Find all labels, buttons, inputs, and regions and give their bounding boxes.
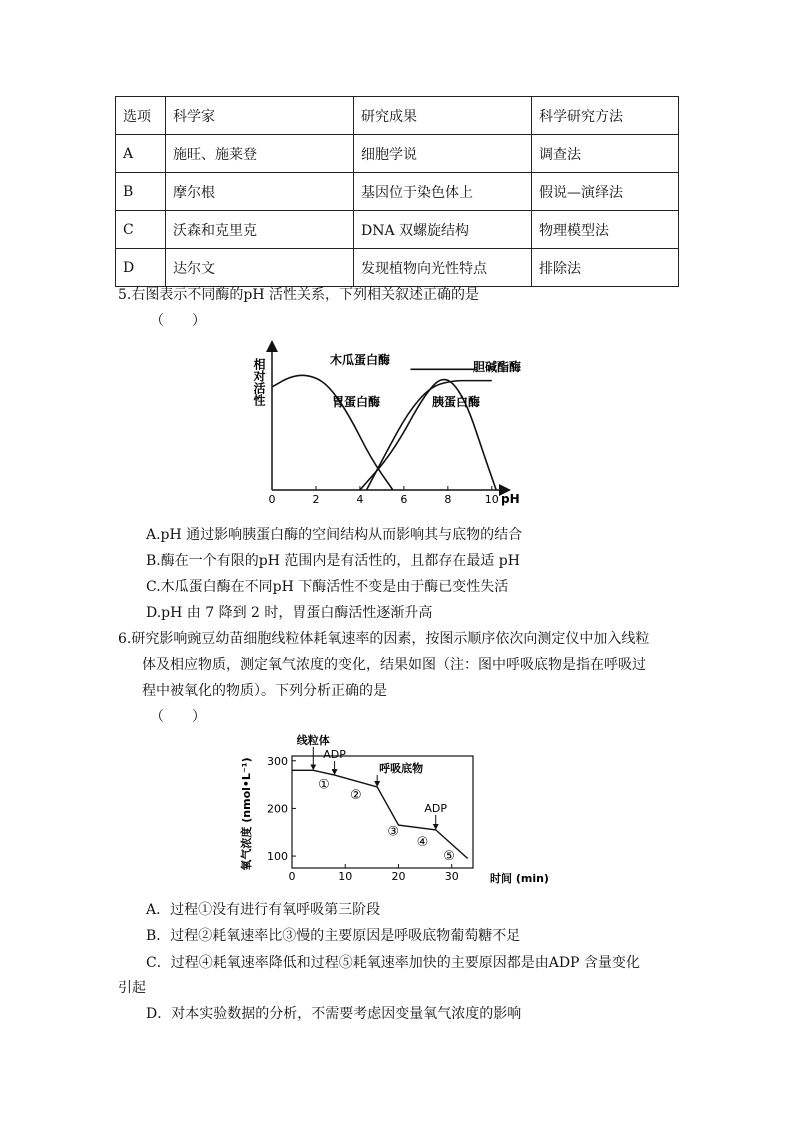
x-tick-label: 2 <box>312 493 320 506</box>
q6-answer-paren: （ ） <box>150 709 206 725</box>
stage-marker: ③ <box>387 824 399 840</box>
label-trypsin: 胰蛋白酶 <box>432 395 481 409</box>
x-tick-label: 8 <box>444 493 452 506</box>
x-tick-label: 20 <box>391 870 406 883</box>
header-cell: 科学研究方法 <box>532 97 679 135</box>
label-cholinesterase: 胆碱酯酶 <box>473 360 522 374</box>
table-cell: 调查法 <box>532 135 679 173</box>
header-cell: 科学家 <box>166 97 354 135</box>
y-axis-label: 氧气浓度 (nmol•L⁻¹) <box>240 757 253 871</box>
table-cell: 施旺、施莱登 <box>166 135 354 173</box>
q6-option-b: B．过程②耗氧速率比③慢的主要原因是呼吸底物葡萄糖不足 <box>146 928 521 944</box>
q6-stem-line2: 体及相应物质，测定氧气浓度的变化，结果如图（注：图中呼吸底物是指在呼吸过 <box>142 657 646 673</box>
annotation-label: ADP <box>424 802 448 815</box>
x-tick-label: 0 <box>268 493 276 506</box>
q6-stem-line1: 6.研究影响豌豆幼苗细胞线粒体耗氧速率的因素，按图示顺序依次向测定仪中加入线粒 <box>118 631 650 647</box>
table-row <box>116 135 679 173</box>
header-cell: 研究成果 <box>354 97 532 135</box>
x-tick-label: 6 <box>400 493 408 506</box>
table-row <box>116 211 679 249</box>
y-axis-label: 相对活性 <box>252 358 266 406</box>
q6-option-c-line1: C．过程④耗氧速率降低和过程⑤耗氧速率加快的主要原因都是由ADP 含量变化 <box>146 955 640 971</box>
table-cell: DNA 双螺旋结构 <box>354 211 532 249</box>
table-cell: 物理模型法 <box>532 211 679 249</box>
table-cell: 基因位于染色体上 <box>354 173 532 211</box>
stage-marker: ② <box>350 788 362 804</box>
label-pepsin: 胃蛋白酶 <box>332 395 381 409</box>
q6-option-d: D．对本实验数据的分析，不需要考虑因变量氧气浓度的影响 <box>146 1006 522 1022</box>
table-cell: 排除法 <box>532 249 679 287</box>
table-cell: 沃森和克里克 <box>166 211 354 249</box>
table-cell: B <box>116 173 166 211</box>
q5-answer-paren: （ ） <box>150 313 206 329</box>
table-cell: D <box>116 249 166 287</box>
table-row <box>116 249 679 287</box>
x-tick-label: 0 <box>288 870 296 883</box>
header-cell: 选项 <box>116 97 166 135</box>
q5-option-b: B.酶在一个有限的pH 范围内是有活性的，且都存在最适 pH <box>146 553 520 569</box>
y-tick-label: 200 <box>267 802 288 816</box>
q6-stem-line3: 程中被氧化的物质）。下列分析正确的是 <box>142 683 387 699</box>
table-row <box>116 173 679 211</box>
q5-option-a: A.pH 通过影响胰蛋白酶的空间结构从而影响其与底物的结合 <box>146 527 523 543</box>
enzyme-ph-chart <box>252 340 535 512</box>
q5-option-d: D.pH 由 7 降到 2 时，胃蛋白酶活性逐渐升高 <box>146 605 433 621</box>
oxygen-time-chart <box>236 736 556 886</box>
table-cell: 假说—演绎法 <box>532 173 679 211</box>
table-cell: 细胞学说 <box>354 135 532 173</box>
label-papain: 木瓜蛋白酶 <box>330 353 391 367</box>
stage-marker: ⑤ <box>443 848 455 864</box>
y-tick-label: 300 <box>267 754 288 768</box>
q6-option-a: A．过程①没有进行有氧呼吸第三阶段 <box>146 902 381 918</box>
q5-option-c: C.木瓜蛋白酶在不同pH 下酶活性不变是由于酶已变性失活 <box>146 579 509 595</box>
x-axis-label: 时间 (min) <box>490 872 549 885</box>
q6-option-c-line2: 引起 <box>118 980 146 996</box>
x-tick-label: 4 <box>356 493 364 506</box>
x-tick-label: 10 <box>338 870 353 883</box>
table-cell: 摩尔根 <box>166 173 354 211</box>
x-axis-label: pH <box>501 492 520 506</box>
table-header-row <box>116 97 679 135</box>
table-cell: C <box>116 211 166 249</box>
annotation-label: 线粒体 <box>296 734 330 747</box>
table-cell: 发现植物向光性特点 <box>354 249 532 287</box>
x-tick-label: 10 <box>484 493 499 506</box>
annotation-label: ADP <box>323 748 346 761</box>
table-cell: A <box>116 135 166 173</box>
research-methods-table <box>115 96 679 287</box>
table-cell: 达尔文 <box>166 249 354 287</box>
annotation-label: 呼吸底物 <box>379 762 424 775</box>
y-tick-label: 100 <box>267 850 288 864</box>
x-tick-label: 30 <box>444 870 459 883</box>
stage-marker: ④ <box>416 835 429 851</box>
q5-stem: 5.右图表示不同酶的pH 活性关系，下列相关叙述正确的是 <box>118 287 479 303</box>
stage-marker: ① <box>318 777 330 793</box>
